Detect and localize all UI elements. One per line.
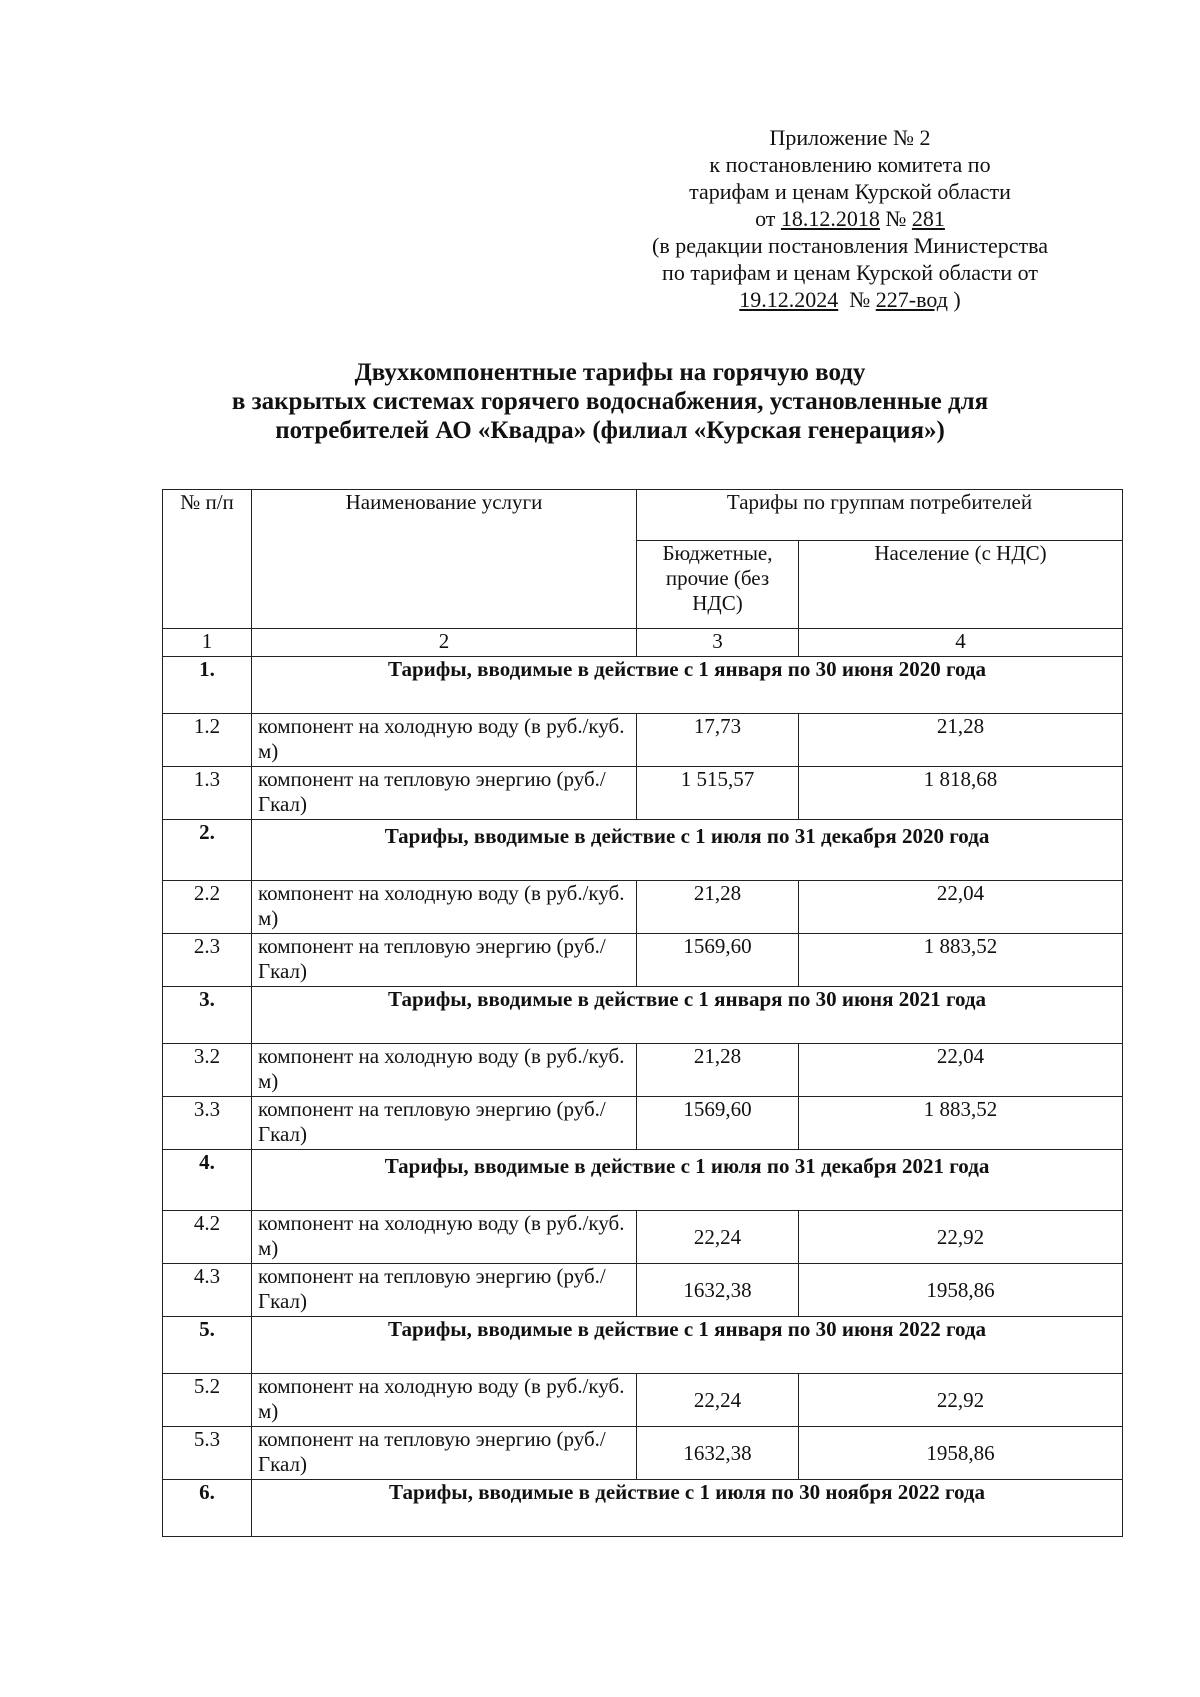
header-name: Наименование услуги xyxy=(252,490,637,629)
population-tariff: 21,28 xyxy=(799,714,1123,767)
title-line: в закрытых системах горячего водоснабжения, установленные для xyxy=(231,388,989,415)
header-budget: Бюджетные, прочие (без НДС) xyxy=(637,541,799,629)
service-name: компонент на тепловую энергию (руб./Гкал) xyxy=(252,934,637,987)
section-title: Тарифы, вводимые в действие с 1 января по 30 июня 2021 года xyxy=(252,987,1123,1044)
population-tariff: 22,04 xyxy=(799,881,1123,934)
service-name: компонент на тепловую энергию (руб./Гкал) xyxy=(252,1264,637,1317)
approval-block xyxy=(560,124,1140,313)
population-tariff: 22,92 xyxy=(799,1374,1123,1427)
revision-date: 19.12.2024 xyxy=(739,287,839,312)
service-name: компонент на холодную воду (в руб./куб. м) xyxy=(252,1374,637,1427)
population-tariff: 1 818,68 xyxy=(799,767,1123,820)
column-number: 2 xyxy=(252,629,637,657)
title-line: Двухкомпонентные тарифы на горячую воду xyxy=(354,359,866,386)
table-header-row xyxy=(163,490,1123,541)
budget-tariff: 22,24 xyxy=(637,1374,799,1427)
table-row xyxy=(163,881,1123,934)
row-number: 3.2 xyxy=(163,1044,252,1097)
service-name: компонент на тепловую энергию (руб./Гкал) xyxy=(252,1097,637,1150)
row-number: 4.2 xyxy=(163,1211,252,1264)
section-title: Тарифы, вводимые в действие с 1 июля по 30 ноября 2022 года xyxy=(252,1480,1123,1537)
header-group: Тарифы по группам потребителей xyxy=(637,490,1123,541)
budget-tariff: 22,24 xyxy=(637,1211,799,1264)
column-number: 1 xyxy=(163,629,252,657)
table-row xyxy=(163,1427,1123,1480)
section-row xyxy=(163,657,1123,714)
service-name: компонент на холодную воду (в руб./куб. м) xyxy=(252,714,637,767)
budget-tariff: 1632,38 xyxy=(637,1427,799,1480)
approval-line: к постановлению комитета по xyxy=(709,152,991,177)
approval-line: (в редакции постановления Министерства xyxy=(652,233,1048,258)
revision-number: 227-вод xyxy=(875,287,948,312)
service-name: компонент на тепловую энергию (руб./Гкал) xyxy=(252,767,637,820)
population-tariff: 1 883,52 xyxy=(799,934,1123,987)
budget-tariff: 1569,60 xyxy=(637,1097,799,1150)
approval-date-line xyxy=(560,205,1140,232)
table-row xyxy=(163,767,1123,820)
section-title: Тарифы, вводимые в действие с 1 января по 30 июня 2020 года xyxy=(252,657,1123,714)
budget-tariff: 1569,60 xyxy=(637,934,799,987)
table-row xyxy=(163,714,1123,767)
tariff-table xyxy=(162,489,1123,1537)
row-number: 1.3 xyxy=(163,767,252,820)
section-number: 2. xyxy=(163,820,252,881)
section-title: Тарифы, вводимые в действие с 1 июля по 31 декабря 2021 года xyxy=(252,1150,1123,1211)
population-tariff: 1958,86 xyxy=(799,1427,1123,1480)
approval-num-sign: № xyxy=(885,206,907,231)
table-row xyxy=(163,1097,1123,1150)
population-tariff: 22,04 xyxy=(799,1044,1123,1097)
header-population: Население (с НДС) xyxy=(799,541,1123,629)
table-row xyxy=(163,1211,1123,1264)
section-number: 5. xyxy=(163,1317,252,1374)
population-tariff: 1 883,52 xyxy=(799,1097,1123,1150)
row-number: 5.2 xyxy=(163,1374,252,1427)
population-tariff: 22,92 xyxy=(799,1211,1123,1264)
table-row xyxy=(163,1044,1123,1097)
title-line: потребителей АО «Квадра» (филиал «Курская генерация») xyxy=(275,417,945,444)
row-number: 4.3 xyxy=(163,1264,252,1317)
column-number: 3 xyxy=(637,629,799,657)
budget-tariff: 1632,38 xyxy=(637,1264,799,1317)
service-name: компонент на холодную воду (в руб./куб. м) xyxy=(252,1044,637,1097)
row-number: 1.2 xyxy=(163,714,252,767)
service-name: компонент на холодную воду (в руб./куб. м) xyxy=(252,1211,637,1264)
table-row xyxy=(163,934,1123,987)
approval-line: Приложение № 2 xyxy=(769,125,931,150)
section-row xyxy=(163,987,1123,1044)
section-row xyxy=(163,1480,1123,1537)
budget-tariff: 1 515,57 xyxy=(637,767,799,820)
budget-tariff: 17,73 xyxy=(637,714,799,767)
approval-date-line xyxy=(560,286,1140,313)
approval-number: 281 xyxy=(911,206,945,231)
approval-ot: от xyxy=(755,206,776,231)
row-number: 2.2 xyxy=(163,881,252,934)
section-number: 3. xyxy=(163,987,252,1044)
table-row xyxy=(163,1264,1123,1317)
section-number: 1. xyxy=(163,657,252,714)
revision-close: ) xyxy=(953,287,961,312)
table-row xyxy=(163,1374,1123,1427)
section-row xyxy=(163,1150,1123,1211)
approval-line: по тарифам и ценам Курской области от xyxy=(662,260,1038,285)
section-title: Тарифы, вводимые в действие с 1 июля по 31 декабря 2020 года xyxy=(252,820,1123,881)
section-number: 6. xyxy=(163,1480,252,1537)
budget-tariff: 21,28 xyxy=(637,1044,799,1097)
service-name: компонент на холодную воду (в руб./куб. м) xyxy=(252,881,637,934)
document-title xyxy=(150,358,1070,445)
column-number-row xyxy=(163,629,1123,657)
row-number: 5.3 xyxy=(163,1427,252,1480)
section-number: 4. xyxy=(163,1150,252,1211)
approval-line: тарифам и ценам Курской области xyxy=(689,179,1011,204)
section-title: Тарифы, вводимые в действие с 1 января по 30 июня 2022 года xyxy=(252,1317,1123,1374)
revision-num-sign: № xyxy=(849,287,871,312)
column-number: 4 xyxy=(799,629,1123,657)
service-name: компонент на тепловую энергию (руб./Гкал) xyxy=(252,1427,637,1480)
row-number: 2.3 xyxy=(163,934,252,987)
section-row xyxy=(163,1317,1123,1374)
approval-date: 18.12.2018 xyxy=(780,206,880,231)
header-no: № п/п xyxy=(163,490,252,629)
section-row xyxy=(163,820,1123,881)
budget-tariff: 21,28 xyxy=(637,881,799,934)
row-number: 3.3 xyxy=(163,1097,252,1150)
population-tariff: 1958,86 xyxy=(799,1264,1123,1317)
